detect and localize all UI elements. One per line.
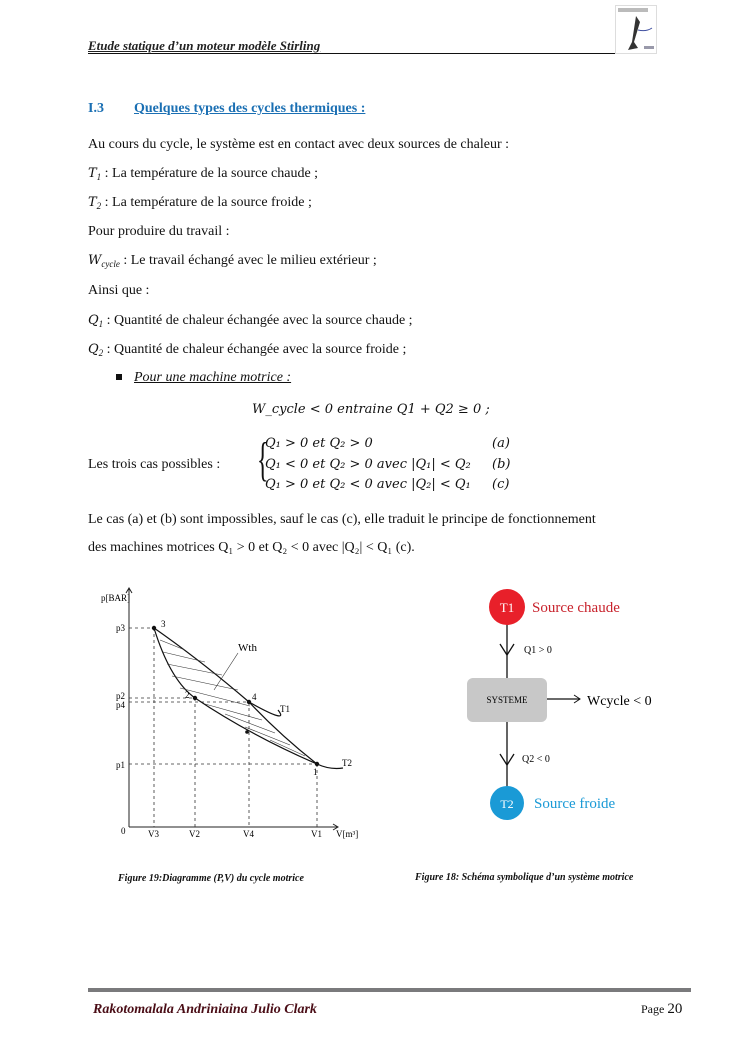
q2-definition: $Q_2$ : Quantité de chaleur échangée avec la source froide ; (88, 342, 407, 358)
conclusion-line-2: des machines motrices Q₁ > 0 et Q₂ < 0 avec |Q₂| < Q₁ (c). (88, 540, 415, 555)
v4-label: V4 (243, 829, 254, 839)
section-number: I.3 (88, 101, 104, 116)
diagram-mark (618, 8, 648, 12)
bullet-icon (116, 374, 122, 380)
diagram-mark (628, 16, 640, 50)
point-4-label: 4 (252, 692, 257, 702)
case-b: Q₁ < 0 et Q₂ > 0 avec |Q₁| < Q₂ (265, 457, 471, 472)
figure-19-caption: Figure 19:Diagramme (P,V) du cycle motrice (118, 873, 304, 884)
p1-label: p1 (116, 760, 125, 770)
brace-icon: { (257, 433, 269, 486)
case-a-tag: (a) (492, 436, 510, 451)
curve-2-1 (195, 698, 317, 764)
v2-label: V2 (189, 829, 200, 839)
diagram-mark (315, 762, 319, 766)
hot-source-label: Source chaude (532, 600, 620, 616)
v1-label: V1 (311, 829, 322, 839)
diagram-mark (126, 588, 338, 830)
cases-label: Les trois cas possibles : (88, 457, 221, 472)
origin-label: 0 (121, 826, 126, 836)
work-output-label: Wcycle < 0 (587, 694, 652, 709)
diagram-mark (126, 588, 338, 830)
footer-author: Rakotomalala Andriniaina Julio Clark (93, 1002, 317, 1017)
diagram-label: T2 (500, 797, 514, 811)
curve-3-2 (154, 628, 195, 698)
diagram-mark (193, 696, 197, 700)
conclusion-line-1: Le cas (a) et (b) sont impossibles, sauf le cas (c), elle traduit le principe de fonctionnement (88, 512, 596, 527)
diagram-mark (180, 688, 250, 706)
diagram-mark (270, 740, 305, 756)
v-axis-label: V[m³] (336, 829, 359, 839)
section-title: Quelques types des cycles thermiques : (134, 101, 366, 116)
q1-label: Q1 > 0 (524, 645, 552, 656)
header-rule (88, 53, 615, 54)
footer-page: Page 20 (641, 1001, 683, 1017)
case-c: Q₁ > 0 et Q₂ < 0 avec |Q₂| < Q₁ (265, 477, 471, 492)
case-b-tag: (b) (492, 457, 511, 472)
t2-isotherm-label: T2 (342, 758, 352, 768)
pv-diagram (90, 575, 390, 855)
diagram-mark (167, 664, 222, 675)
q1-definition: $Q_1$ : Quantité de chaleur échangée avec la source chaude ; (88, 313, 413, 329)
figure-18-caption: Figure 18: Schéma symbolique d’un système motrice (415, 872, 634, 883)
w-definition: $W_{cycle}$ : Le travail échangé avec le milieu extérieur ; (88, 253, 377, 269)
system-schema-diagram (400, 580, 700, 830)
diagram-mark (129, 628, 317, 827)
p3-label: p3 (116, 623, 125, 633)
bullet-heading: Pour une machine motrice : (134, 370, 292, 385)
p2-label: p2 (116, 691, 125, 701)
cold-source-label: Source froide (534, 796, 616, 812)
diagram-mark (245, 730, 249, 734)
main-equation: W_cycle < 0 entraine Q1 + Q2 ≥ 0 ; (252, 402, 490, 417)
p-axis-label: p[BAR] (101, 593, 130, 603)
isotherm-cold (249, 702, 343, 769)
t2-definition: $T_2$ : La température de la source froide ; (88, 195, 312, 211)
case-a: Q₁ > 0 et Q₂ > 0 (265, 436, 373, 451)
diagram-mark (152, 626, 156, 630)
diagram-label: T1 (499, 600, 515, 615)
diagram-mark (160, 640, 305, 756)
footer-rule (88, 988, 691, 992)
system-label: SYSTEME (486, 695, 528, 705)
university-logo-icon (615, 5, 657, 54)
also-text: Ainsi que : (88, 283, 150, 298)
q2-label: Q2 < 0 (522, 754, 550, 765)
produce-text: Pour produire du travail : (88, 224, 230, 239)
t1-isotherm-label: T1 (280, 704, 290, 714)
p4-label: p4 (116, 700, 125, 710)
intro-paragraph: Au cours du cycle, le système est en contact avec deux sources de chaleur : (88, 137, 509, 152)
work-label: Wth (238, 642, 257, 654)
diagram-mark (214, 653, 238, 690)
v3-label: V3 (148, 829, 159, 839)
point-3-label: 3 (161, 619, 166, 629)
diagram-mark (172, 676, 238, 690)
point-2-label: 2 (185, 690, 190, 700)
diagram-mark (644, 46, 654, 49)
case-c-tag: (c) (492, 477, 510, 492)
diagram-mark (638, 28, 652, 31)
running-header-title: Etude statique d’un moteur modèle Stirling (88, 38, 321, 53)
t1-definition: $T_1$ : La température de la source chaude ; (88, 166, 319, 182)
point-1-label: 1 (313, 767, 318, 777)
diagram-mark (163, 652, 205, 662)
diagram-mark (247, 700, 251, 704)
